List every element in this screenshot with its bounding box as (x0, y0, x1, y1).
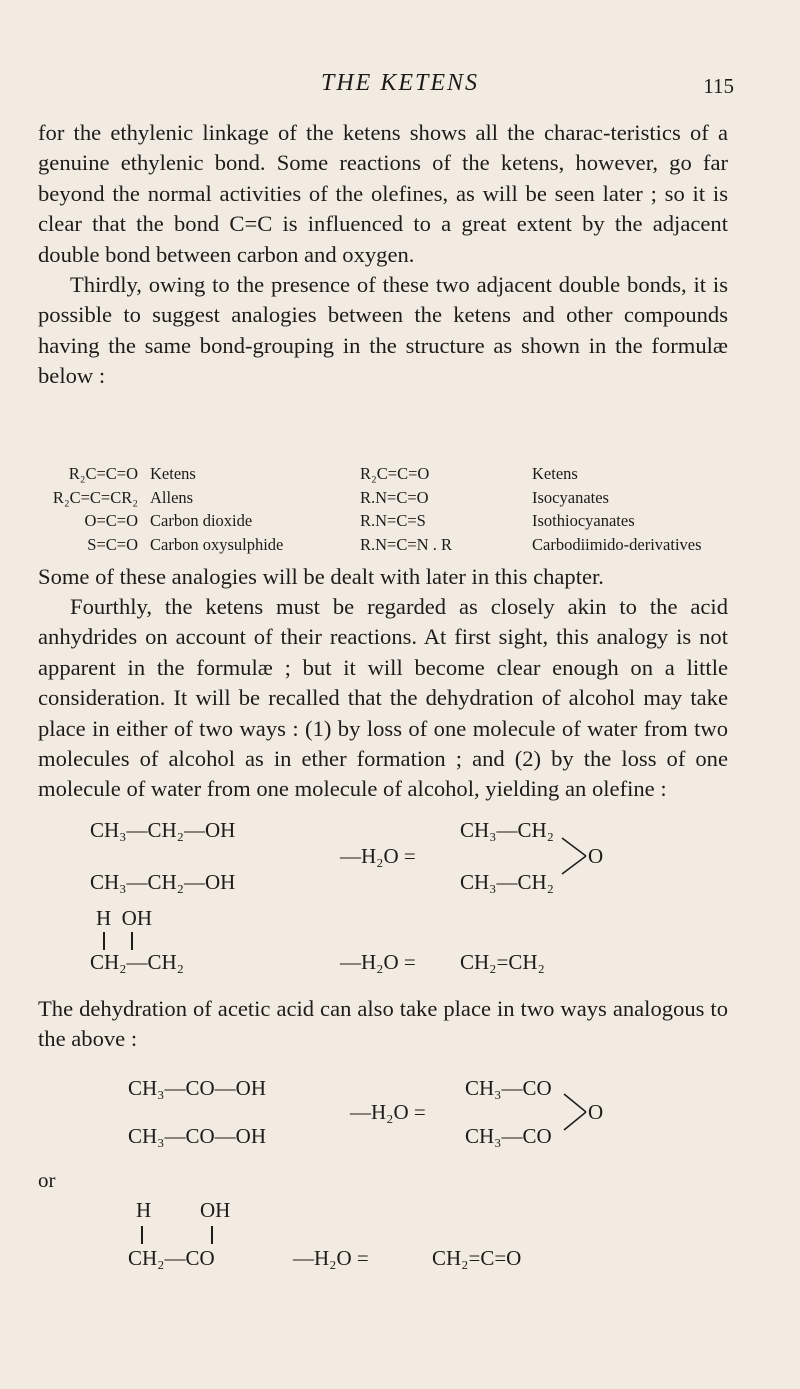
paragraph-1: for the ethylenic linkage of the ketens shows all the charac-teristics of a genuine ethylenic bond. Some reactions of the ketens, however, go far beyond the normal activities of the olefines, as will be seen later ; so it is clear that the bond C=C is influenced to a great extent by the adjacent double bond between carbon and oxygen. (38, 120, 728, 267)
ether-product-1: CH₃—CH₂ (460, 818, 554, 842)
analogy-formula-left: O=C=O (84, 511, 138, 530)
analogy-name-right: Isocyanates (532, 487, 609, 507)
olefine-bond-oh (131, 932, 133, 950)
analogy-formula-left: S=C=O (87, 534, 138, 554)
ether-product-oxygen: O (588, 844, 604, 868)
ether-product-2: CH₃—CH₂ (460, 870, 554, 894)
or-label: or (38, 1168, 56, 1192)
analogy-name-right: Isothiocyanates (532, 511, 635, 530)
keten-operator: —H₂O = (293, 1246, 369, 1270)
analogy-name-left: Carbon dioxide (150, 511, 253, 530)
analogy-formula-left: R₂C=C=CR₂ (52, 487, 138, 507)
anhydride-product-1: CH₃—CO (465, 1076, 552, 1100)
ether-reactant-2: CH₃—CH₂—OH (90, 870, 236, 894)
paragraph-5: The dehydration of acetic acid can also take place in two ways analogous to the above : (38, 996, 728, 1052)
keten-bond-oh (211, 1226, 213, 1244)
analogy-formula-right: R.N=C=S (360, 511, 426, 530)
olefine-substituents: H OH (96, 906, 152, 930)
paragraph-2: Thirdly, owing to the presence of these two adjacent double bonds, it is possible to suggest analogies between the ketens and other compounds having the same bond-grouping in the structure as shown in the formulæ below : (38, 272, 728, 389)
analogy-formula-right: R.N=C=N . R (360, 534, 452, 554)
paragraph-4: Fourthly, the ketens must be regarded as closely akin to the acid anhydrides on account of their reactions. At first sight, this analogy is not apparent in the formulæ ; but it will become clear enough on a little consideration. It will be recalled that the dehydration of alcohol may take place in either of two ways : (1) by loss of one molecule of water from two molecules of alcohol as in ether formation ; and (2) by the loss of one molecule of water from one molecule of alcohol, yielding an olefine : (38, 594, 728, 802)
keten-substituent-h: H (136, 1198, 152, 1222)
paragraph-3: Some of these analogies will be dealt with later in this chapter. (38, 564, 604, 589)
analogy-formula-right: R.N=C=O (360, 487, 429, 507)
chapter-title: THE KETENS (320, 70, 480, 96)
keten-substituent-oh: OH (200, 1198, 231, 1222)
analogy-name-right: Ketens (532, 464, 578, 483)
olefine-bond-h (103, 932, 105, 950)
analogy-row (38, 533, 702, 557)
analogy-row (38, 509, 702, 533)
anhydride-reactant-1: CH₃—CO—OH (128, 1076, 266, 1100)
olefine-product: CH₂=CH₂ (460, 950, 545, 974)
analogy-name-right: Carbodiimido-derivatives (532, 534, 702, 554)
ether-operator: —H₂O = (340, 844, 416, 868)
analogy-formula-right: R₂C=C=O (360, 464, 430, 483)
analogy-name-left: Carbon oxysulphide (150, 534, 284, 554)
analogy-table (38, 462, 702, 556)
olefine-operator: —H₂O = (340, 950, 416, 974)
keten-reactant: CH₂—CO (128, 1246, 215, 1270)
page-number: 115 (703, 74, 734, 98)
analogy-name-left: Allens (150, 487, 194, 507)
keten-product: CH₂=C=O (432, 1246, 522, 1270)
anhydride-operator: —H₂O = (350, 1100, 426, 1124)
analogy-name-left: Ketens (150, 464, 196, 483)
analogy-row (38, 462, 702, 486)
anhydride-product-oxygen: O (588, 1100, 604, 1124)
anhydride-reactant-2: CH₃—CO—OH (128, 1124, 266, 1148)
analogy-formula-left: R₂C=C=O (68, 464, 138, 483)
olefine-reactant: CH₂—CH₂ (90, 950, 184, 974)
keten-bond-h (141, 1226, 143, 1244)
analogy-row (38, 486, 702, 510)
ether-reactant-1: CH₃—CH₂—OH (90, 818, 236, 842)
anhydride-product-2: CH₃—CO (465, 1124, 552, 1148)
